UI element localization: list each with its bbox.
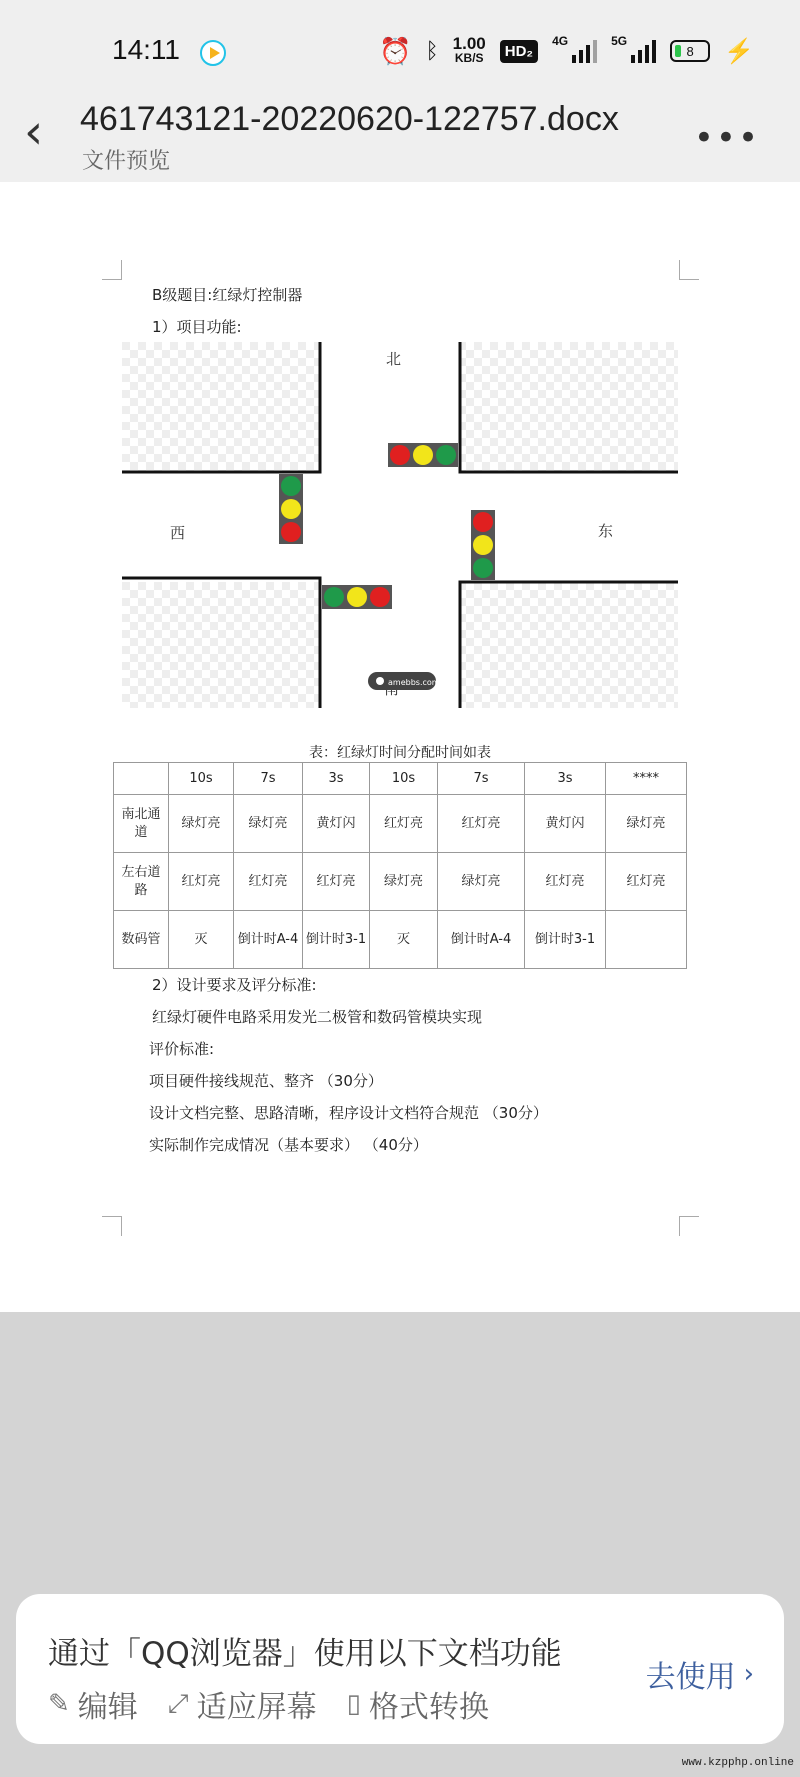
source-badge: [368, 672, 440, 690]
label-east: 东: [598, 522, 614, 540]
table-cell: 红灯亮: [606, 853, 687, 911]
chevron-right-icon: ›: [743, 1659, 754, 1689]
file-title: 461743121-20220620-122757.docx: [80, 100, 619, 138]
doc-heading: B级题目:红绿灯控制器: [152, 286, 303, 304]
page-corner-mark: [679, 1216, 699, 1236]
table-cell: [114, 763, 169, 795]
table-cell: 10s: [169, 763, 234, 795]
criteria-title: 评价标准:: [149, 1040, 215, 1058]
table-cell: 数码管: [114, 911, 169, 969]
timing-table: [113, 762, 687, 969]
file-subtitle: 文件预览: [82, 149, 171, 174]
page-corner-mark: [102, 260, 122, 280]
traffic-light-north: [388, 443, 458, 467]
table-cell: 灭: [169, 911, 234, 969]
table-cell: 红灯亮: [525, 853, 606, 911]
label-west: 西: [170, 524, 186, 542]
table-cell: 黄灯闪: [525, 795, 606, 853]
fit-screen-icon: ⤢: [167, 1688, 189, 1719]
traffic-light-south: [322, 585, 392, 609]
traffic-light-west: [279, 474, 303, 544]
format-convert-action[interactable]: ▯ 格式转换: [346, 1689, 489, 1725]
network-speed: 1.00 KB/S: [452, 34, 486, 65]
table-cell: 倒计时3-1: [525, 911, 606, 969]
signal-5g-icon: 5G: [611, 40, 656, 63]
section-1-title: 1）项目功能:: [152, 318, 242, 336]
table-row: [114, 853, 687, 911]
table-cell: [606, 911, 687, 969]
document-page[interactable]: [0, 182, 800, 1312]
table-caption: 表：红绿灯时间分配时间如表: [309, 745, 491, 761]
table-cell: 绿灯亮: [370, 853, 438, 911]
status-bar: [0, 0, 800, 100]
intersection-diagram: [122, 342, 678, 708]
charging-icon: ⚡: [724, 37, 754, 65]
table-header-row: [114, 763, 687, 795]
table-cell: 红灯亮: [169, 853, 234, 911]
watermark-text: www.kzpphp.online: [681, 1757, 794, 1769]
section-2-title: 2）设计要求及评分标准:: [152, 976, 317, 994]
table-cell: 绿灯亮: [234, 795, 303, 853]
table-row: [114, 911, 687, 969]
edit-icon: ✎: [48, 1689, 70, 1719]
app-header: [0, 100, 800, 182]
table-cell: 倒计时A-4: [234, 911, 303, 969]
requirement-text: 红绿灯硬件电路采用发光二极管和数码管模块实现: [152, 1008, 483, 1026]
table-cell: 红灯亮: [303, 853, 370, 911]
table-cell: 南北通道: [114, 795, 169, 853]
table-cell: 左右道路: [114, 853, 169, 911]
table-cell: 10s: [370, 763, 438, 795]
criteria-item: 设计文档完整、思路清晰，程序设计文档符合规范 （30分）: [149, 1104, 548, 1122]
label-north: 北: [386, 350, 402, 368]
table-cell: 3s: [525, 763, 606, 795]
alarm-icon: ⏰: [379, 36, 412, 66]
table-cell: 黄灯闪: [303, 795, 370, 853]
table-cell: 倒计时3-1: [303, 911, 370, 969]
status-icons: [379, 33, 754, 66]
page-corner-mark: [102, 1216, 122, 1236]
table-cell: 红灯亮: [234, 853, 303, 911]
qq-browser-prompt-card: [16, 1594, 784, 1744]
table-cell: 7s: [234, 763, 303, 795]
table-row: [114, 795, 687, 853]
status-time: 14:11: [112, 34, 180, 65]
table-cell: 红灯亮: [438, 795, 525, 853]
traffic-light-east: [471, 510, 495, 580]
video-app-icon: [200, 40, 226, 66]
hd-voice-icon: HD₂: [500, 40, 538, 63]
go-use-button[interactable]: 去使用 ›: [645, 1659, 754, 1695]
table-cell: 7s: [438, 763, 525, 795]
fit-screen-action[interactable]: ⤢ 适应屏幕: [167, 1688, 317, 1725]
table-cell: 绿灯亮: [169, 795, 234, 853]
table-cell: 绿灯亮: [438, 853, 525, 911]
table-cell: 灭: [370, 911, 438, 969]
prompt-text: 通过「QQ浏览器」使用以下文档功能: [48, 1636, 562, 1672]
feature-actions: [48, 1682, 489, 1726]
table-cell: 绿灯亮: [606, 795, 687, 853]
table-cell: 红灯亮: [370, 795, 438, 853]
svg-text:amebbs.com: amebbs.com: [388, 678, 440, 687]
battery-icon: 8: [670, 40, 710, 62]
signal-4g-icon: 4G: [552, 40, 597, 63]
table-cell: ****: [606, 763, 687, 795]
criteria-item: 项目硬件接线规范、整齐 （30分）: [149, 1072, 383, 1090]
table-cell: 倒计时A-4: [438, 911, 525, 969]
page-corner-mark: [679, 260, 699, 280]
back-arrow-icon[interactable]: ‹: [24, 104, 44, 160]
table-cell: 3s: [303, 763, 370, 795]
edit-action[interactable]: ✎ 编辑: [48, 1689, 138, 1725]
more-options-icon[interactable]: •••: [693, 118, 760, 158]
bluetooth-icon: ᛒ: [425, 38, 439, 63]
criteria-item: 实际制作完成情况（基本要求） （40分）: [149, 1136, 428, 1154]
document-icon: ▯: [346, 1689, 361, 1719]
